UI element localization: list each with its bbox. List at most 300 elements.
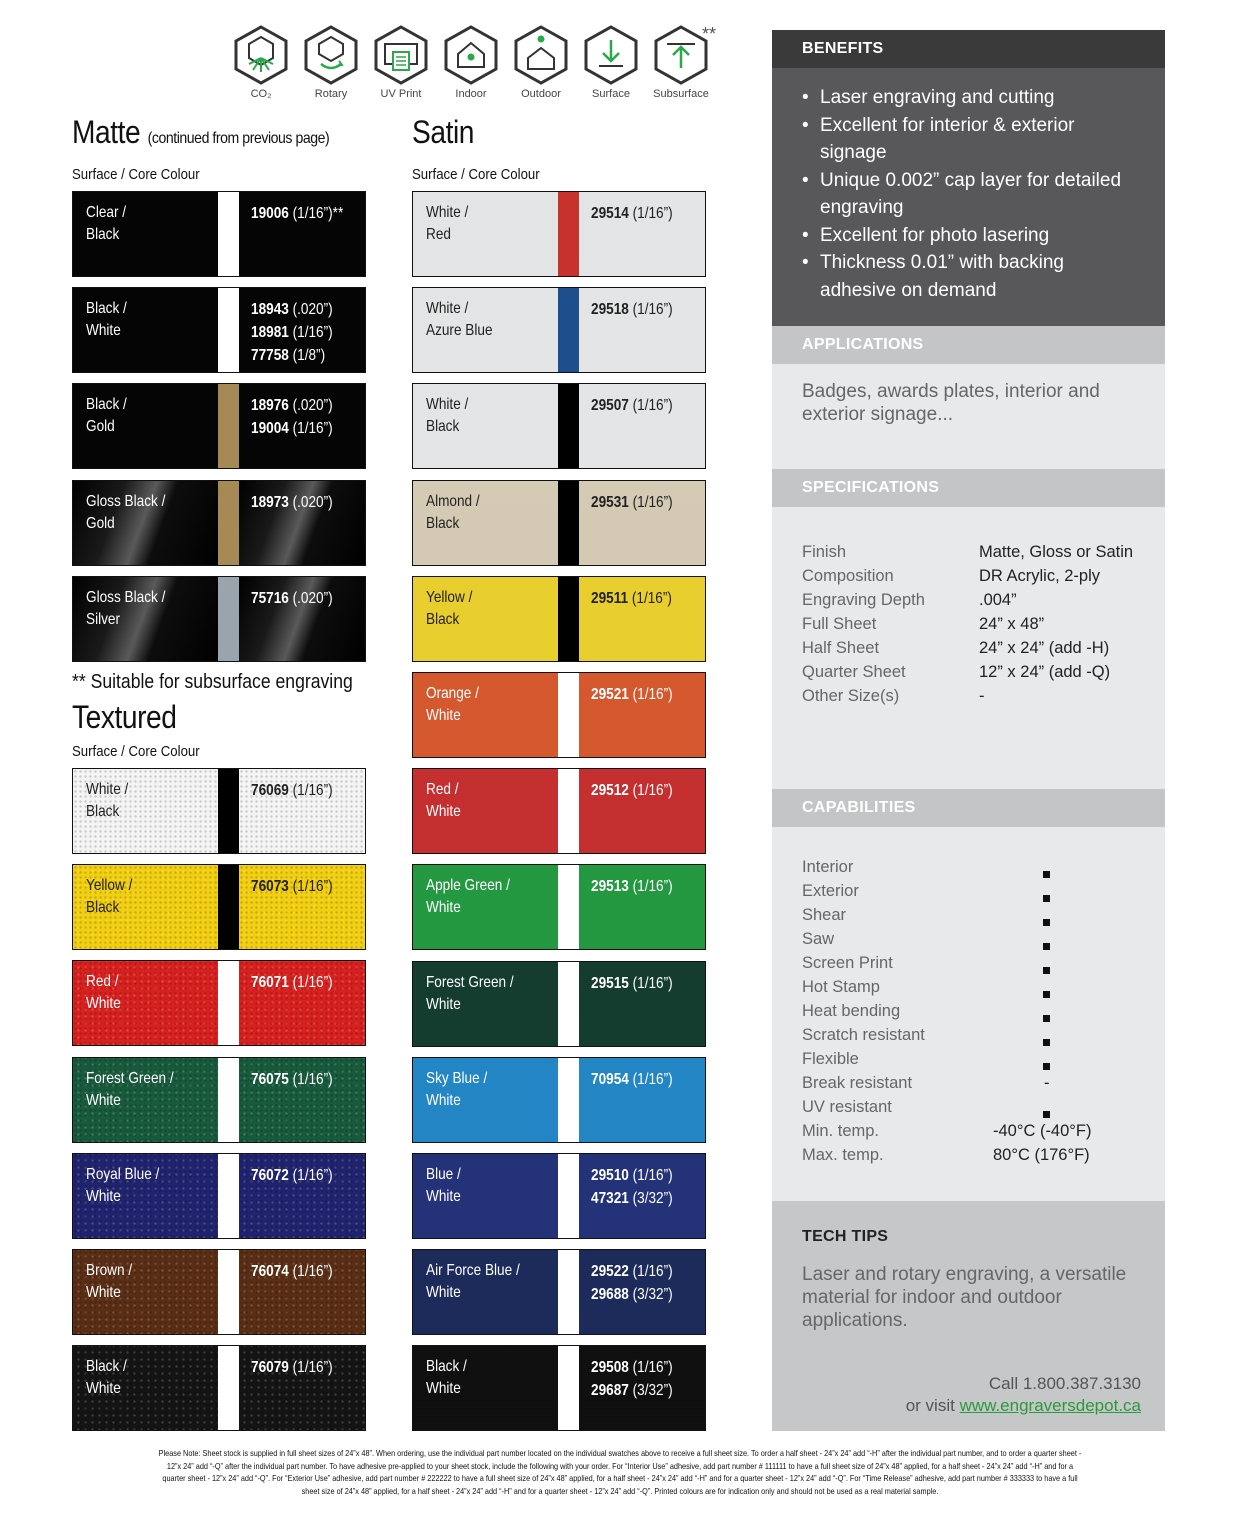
swatch-name: Blue / White <box>426 1166 461 1205</box>
swatch-part-numbers <box>591 298 673 321</box>
swatch-part-numbers <box>251 394 333 440</box>
swatch-surface <box>73 384 218 468</box>
swatch-card <box>412 1057 706 1143</box>
swatch-card <box>72 480 366 566</box>
benefits-section <box>772 30 1165 326</box>
swatch-name: Forest Green / White <box>426 973 514 1013</box>
part-number-size: (3/32”) <box>628 1286 673 1304</box>
swatch-surface <box>73 577 218 661</box>
spec-label: Composition <box>802 567 894 585</box>
swatch-surface <box>413 1058 558 1142</box>
swatch-part-numbers <box>591 491 673 514</box>
swatch-part-numbers <box>251 875 333 898</box>
swatch-core-strip <box>558 1250 579 1334</box>
part-number-code: 19004 <box>251 420 289 438</box>
swatch-card <box>412 768 706 854</box>
capability-value <box>1043 1008 1050 1027</box>
part-number-code: 18943 <box>251 301 289 319</box>
swatch-card <box>72 1249 366 1335</box>
swatch-core-strip <box>558 192 579 276</box>
swatch-surface <box>413 481 558 565</box>
part-number-size: (1/16”) <box>288 1070 333 1088</box>
website-link[interactable]: www.engraversdepot.ca <box>959 1396 1141 1415</box>
part-number-code: 29521 <box>591 686 629 703</box>
swatch-surface <box>73 961 218 1045</box>
subsurface-note: ** Suitable for subsurface engraving <box>72 671 353 693</box>
part-number <box>251 1068 333 1091</box>
swatch-core-strip <box>218 1250 239 1334</box>
swatch-core-strip <box>558 481 579 565</box>
capability-value: 80°C (176°F) <box>993 1146 1090 1164</box>
swatch-card <box>72 287 366 373</box>
part-number-code: 29511 <box>591 589 629 607</box>
part-number-code: 29518 <box>591 301 629 319</box>
swatch-core-strip <box>218 192 239 276</box>
part-number <box>591 1356 673 1379</box>
swatch-surface <box>239 288 365 372</box>
outdoor-icon <box>506 24 576 100</box>
part-number-code: 18981 <box>251 324 289 342</box>
icon-label: Surface <box>592 88 630 100</box>
swatch-card <box>72 864 366 950</box>
swatch-name: Black / White <box>426 1358 467 1398</box>
part-number-code: 76079 <box>251 1359 289 1377</box>
applications-title: APPLICATIONS <box>772 326 1165 364</box>
part-number-size: (1/16”) <box>288 974 333 992</box>
part-number-code: 29531 <box>591 493 629 511</box>
part-number-size: (1/16”) <box>628 686 673 703</box>
part-number-code: 29508 <box>591 1359 629 1377</box>
part-number-code: 18973 <box>251 493 289 511</box>
check-square-icon <box>1043 895 1050 902</box>
swatch-surface <box>579 1346 705 1430</box>
swatch-part-numbers <box>591 875 673 898</box>
swatch-part-numbers <box>251 1356 333 1379</box>
icon-label: Indoor <box>455 88 487 100</box>
swatch-surface <box>579 1154 705 1238</box>
part-number-size: (1/16”) <box>628 205 673 222</box>
swatch-surface <box>73 1250 218 1334</box>
icon-label: Outdoor <box>521 88 561 100</box>
part-number <box>251 875 333 898</box>
swatch-card <box>72 383 366 469</box>
capability-label: Saw <box>802 930 835 948</box>
capability-label: Exterior <box>802 882 859 900</box>
swatch-name: White / Black <box>426 396 469 436</box>
part-number <box>251 587 333 610</box>
swatch-name: Black / White <box>86 300 127 340</box>
swatch-surface <box>579 192 705 276</box>
swatch-surface <box>413 192 558 276</box>
tech-tips-text: Laser and rotary engraving, a versatile material for indoor and outdoor applications. <box>802 1264 1127 1331</box>
part-number-size: (1/16”) <box>288 1359 333 1377</box>
swatch-name: Red / White <box>426 781 461 821</box>
part-number-size: (1/16”) <box>288 1263 333 1280</box>
swatch-part-numbers <box>251 779 333 802</box>
swatch-surface <box>413 673 558 757</box>
spec-label: Finish <box>802 543 847 561</box>
swatch-core-strip <box>558 1058 579 1142</box>
part-number <box>251 1260 333 1283</box>
capability-label: Scratch resistant <box>802 1026 925 1044</box>
swatch-surface <box>73 288 218 372</box>
part-number-code: 76073 <box>251 878 289 896</box>
spec-label: Other Size(s) <box>802 687 900 705</box>
capability-value <box>1043 1056 1050 1075</box>
spec-value: - <box>979 687 985 705</box>
swatch-surface <box>579 1250 705 1334</box>
icon-label: Rotary <box>314 88 348 100</box>
swatch-part-numbers <box>591 972 673 995</box>
part-number-code: 29687 <box>591 1382 629 1400</box>
capability-label: Max. temp. <box>802 1146 884 1164</box>
part-number-code: 29513 <box>591 878 629 896</box>
swatch-name: Orange / White <box>426 685 479 724</box>
capability-value <box>1043 1104 1050 1123</box>
capability-label: Flexible <box>802 1050 859 1068</box>
part-number <box>591 1260 673 1283</box>
swatch-surface <box>239 1058 365 1142</box>
swatch-surface <box>73 865 218 949</box>
capability-value <box>1043 864 1050 883</box>
part-number-code: 29512 <box>591 782 629 800</box>
swatch-surface <box>413 577 558 661</box>
swatch-card <box>72 1345 366 1431</box>
swatch-surface <box>413 1250 558 1334</box>
swatch-card <box>72 576 366 662</box>
part-number <box>251 298 333 321</box>
visit-prefix: or visit <box>905 1396 960 1415</box>
swatch-surface <box>239 481 365 565</box>
swatch-core-strip <box>218 1346 239 1430</box>
swatch-card <box>72 960 366 1046</box>
co2-laser-icon <box>226 24 296 100</box>
swatch-part-numbers <box>251 1164 333 1187</box>
swatch-surface <box>239 577 365 661</box>
capability-label: Hot Stamp <box>802 978 880 996</box>
swatch-core-strip <box>218 481 239 565</box>
swatch-part-numbers <box>591 1260 673 1306</box>
part-number <box>591 1164 673 1187</box>
check-square-icon <box>1043 1015 1050 1022</box>
part-number <box>251 491 333 514</box>
satin-subtitle: Surface / Core Colour <box>412 166 540 183</box>
capability-value <box>1043 1032 1050 1051</box>
swatch-core-strip <box>218 1154 239 1238</box>
part-number-code: 77758 <box>251 347 289 365</box>
part-number-size: (1/16”) <box>628 589 672 607</box>
swatch-name: Gloss Black / Gold <box>86 492 166 532</box>
satin-title: Satin <box>412 114 474 150</box>
swatch-card <box>412 287 706 373</box>
check-square-icon <box>1043 1063 1050 1070</box>
part-number-size: (3/32”) <box>628 1190 673 1207</box>
part-number-size: (.020”) <box>288 493 333 511</box>
capability-value: - <box>1044 1074 1050 1092</box>
swatch-surface <box>579 481 705 565</box>
part-number <box>251 202 343 225</box>
swatch-core-strip <box>558 865 579 949</box>
part-number-size: (1/16”) <box>288 324 333 342</box>
swatch-name: Brown / White <box>86 1262 133 1301</box>
swatch-surface <box>239 192 365 276</box>
capability-label: Screen Print <box>802 954 893 972</box>
part-number-size: (1/16”) <box>628 878 673 896</box>
part-number <box>251 344 333 367</box>
benefits-title: BENEFITS <box>772 30 1165 68</box>
swatch-card <box>412 1345 706 1431</box>
swatch-surface <box>413 962 558 1046</box>
part-number-code: 47321 <box>591 1190 629 1207</box>
benefit-item: • Thickness 0.01” with backing adhesive on demand <box>802 249 1145 304</box>
part-number <box>591 394 673 417</box>
part-number-size: (3/32”) <box>628 1382 673 1400</box>
swatch-surface <box>413 865 558 949</box>
capability-value <box>1043 888 1050 907</box>
part-number <box>591 491 673 514</box>
part-number-size: (1/16”) <box>628 782 673 800</box>
swatch-part-numbers <box>591 779 673 802</box>
check-square-icon <box>1043 1039 1050 1046</box>
swatch-part-numbers <box>251 587 333 610</box>
spec-value: 12” x 24” (add -Q) <box>979 663 1111 681</box>
part-number-code: 29522 <box>591 1263 629 1281</box>
swatch-surface <box>73 1154 218 1238</box>
part-number <box>251 417 333 440</box>
part-number-size: (1/8”) <box>288 347 326 365</box>
benefit-item: • Excellent for interior & exterior signage <box>802 112 1145 167</box>
swatch-core-strip <box>218 865 239 949</box>
benefit-item: • Unique 0.002” cap layer for detailed engraving <box>802 167 1145 222</box>
part-number <box>591 875 673 898</box>
call-text: Call 1.800.387.3130 <box>988 1374 1141 1393</box>
icon-label: CO₂ <box>250 88 272 100</box>
part-number-size: (1/16”) <box>288 420 333 438</box>
part-number <box>591 587 672 610</box>
part-number-code: 29514 <box>591 205 629 222</box>
swatch-name: White / Azure Blue <box>426 300 493 340</box>
spec-label: Engraving Depth <box>802 591 925 609</box>
swatch-card <box>412 1153 706 1239</box>
swatch-surface <box>413 288 558 372</box>
swatch-card <box>412 1249 706 1335</box>
capability-value: -40°C (-40°F) <box>993 1122 1092 1140</box>
applications-text: Badges, awards plates, interior and exterior signage... <box>802 381 1100 425</box>
spec-value: Matte, Gloss or Satin <box>979 543 1134 561</box>
part-number <box>251 321 333 344</box>
swatch-core-strip <box>218 384 239 468</box>
benefits-list <box>772 68 1165 326</box>
swatch-part-numbers <box>591 202 673 225</box>
swatch-surface <box>579 865 705 949</box>
swatch-part-numbers <box>251 1068 333 1091</box>
icon-label: Subsurface <box>653 88 709 100</box>
part-number <box>591 779 673 802</box>
spec-label: Quarter Sheet <box>802 663 906 681</box>
part-number-code: 18976 <box>251 397 289 415</box>
indoor-icon <box>436 24 506 100</box>
swatch-core-strip <box>558 1154 579 1238</box>
swatch-name: Apple Green / White <box>426 877 510 917</box>
swatch-card <box>412 961 706 1047</box>
check-square-icon <box>1043 871 1050 878</box>
matte-title-note: (continued from previous page) <box>147 130 330 147</box>
swatch-card <box>412 672 706 758</box>
uv-print-icon <box>366 24 436 100</box>
part-number <box>251 1356 333 1379</box>
swatch-surface <box>413 1154 558 1238</box>
part-number <box>591 1283 673 1306</box>
part-number-size: (.020”) <box>288 301 333 319</box>
capabilities-section <box>772 789 1165 1201</box>
swatch-surface <box>239 1250 365 1334</box>
swatch-card <box>72 1057 366 1143</box>
swatch-part-numbers <box>591 683 673 706</box>
capabilities-table <box>772 827 1165 1201</box>
swatch-name: Yellow / Black <box>426 588 473 628</box>
swatch-surface <box>579 962 705 1046</box>
part-number-size: (1/16”) <box>628 301 673 319</box>
swatch-card <box>412 191 706 277</box>
part-number <box>251 779 333 802</box>
part-number <box>591 1379 673 1402</box>
swatch-surface <box>239 865 365 949</box>
swatch-name: Black / Gold <box>86 396 127 436</box>
swatch-part-numbers <box>591 394 673 417</box>
rotary-icon <box>296 24 366 100</box>
swatch-part-numbers <box>251 298 333 367</box>
swatch-name: Sky Blue / White <box>426 1069 488 1109</box>
swatch-part-numbers <box>591 1164 673 1210</box>
part-number <box>591 202 673 225</box>
part-number <box>251 971 333 994</box>
capability-label: Interior <box>802 858 854 876</box>
swatch-surface <box>413 769 558 853</box>
part-number-code: 75716 <box>251 589 289 607</box>
part-number-size: (.020”) <box>288 589 333 607</box>
part-number-size: (1/16”) <box>288 1166 333 1184</box>
check-square-icon <box>1043 991 1050 998</box>
swatch-name: Black / White <box>86 1358 127 1398</box>
check-square-icon <box>1043 943 1050 950</box>
part-number-code: 76072 <box>251 1166 289 1184</box>
matte-subtitle: Surface / Core Colour <box>72 166 200 183</box>
part-number-code: 29688 <box>591 1286 629 1304</box>
swatch-surface <box>239 384 365 468</box>
swatch-name: Clear / Black <box>86 204 127 243</box>
swatch-core-strip <box>558 577 579 661</box>
capability-label: Min. temp. <box>802 1122 880 1140</box>
swatch-core-strip <box>558 769 579 853</box>
swatch-core-strip <box>218 961 239 1045</box>
part-number <box>591 1187 673 1210</box>
swatch-name: Forest Green / White <box>86 1069 174 1109</box>
swatch-surface <box>579 577 705 661</box>
swatch-card <box>412 864 706 950</box>
textured-subtitle: Surface / Core Colour <box>72 743 200 760</box>
swatch-part-numbers <box>251 491 333 514</box>
part-number-code: 76071 <box>251 974 289 992</box>
visit-line <box>906 1396 1141 1416</box>
swatch-name: White / Black <box>86 781 129 820</box>
swatch-surface <box>239 1346 365 1430</box>
swatch-part-numbers <box>591 587 672 610</box>
swatch-name: Yellow / Black <box>86 877 133 917</box>
capability-value <box>1043 936 1050 955</box>
swatch-part-numbers <box>251 971 333 994</box>
part-number-size: (1/16”)** <box>288 205 344 222</box>
swatch-surface <box>579 1058 705 1142</box>
swatch-card <box>72 191 366 277</box>
part-number-code: 29510 <box>591 1167 629 1184</box>
swatch-core-strip <box>558 288 579 372</box>
specifications-title: SPECIFICATIONS <box>772 469 1165 507</box>
specifications-section <box>772 469 1165 789</box>
capabilities-title: CAPABILITIES <box>772 789 1165 827</box>
benefit-item: • Excellent for photo lasering <box>802 222 1145 250</box>
swatch-name: Almond / Black <box>426 492 480 532</box>
swatch-part-numbers <box>591 1068 673 1091</box>
swatch-core-strip <box>218 288 239 372</box>
swatch-card <box>412 383 706 469</box>
spec-value: .004” <box>979 591 1017 609</box>
part-number <box>251 1164 333 1187</box>
footer-note: Please Note: Sheet stock is supplied in full sheet sizes of 24”x 48”. When ordering, use the individual part number located on the individual swatches above to receive a full sheet size. To order a half sheet - 24”x 24” add “-H” after the individual part number, and to order a quarter sheet - 12”x 24” add “-Q” after the individual part number. To have adhesive pre-applied to your sheet stock, include the following with your order. For “Interior Use” adhesive, add part number # 111111 to have a full sheet size of 24”x 48” applied, for a half sheet - 24”x 24” add “-H” and for a quarter sheet - 12”x 24” add “-Q”. For “Exterior Use” adhesive, add part number # 222222 to have a full sheet size of 24”x 48” applied, for a half sheet - 24”x 24” add “-H” and for a quarter sheet - 12”x 24” add “-Q”. For “Time Release” adhesive, add part number # 333333 to have a full sheet size of 24”x 48” applied, for a half sheet - 24”x 24” add “-H” and for a quarter sheet - 12”x 24” add “-Q”. Printed colours are for indication only and should not be used as a real material sample. <box>158 1448 1082 1496</box>
swatch-surface <box>239 961 365 1045</box>
part-number-code: 29507 <box>591 397 629 415</box>
swatch-core-strip <box>558 673 579 757</box>
swatch-surface <box>579 769 705 853</box>
spec-value: DR Acrylic, 2-ply <box>979 567 1101 585</box>
swatch-core-strip <box>558 962 579 1046</box>
spec-value: 24” x 48” <box>979 615 1045 633</box>
swatch-surface <box>73 1058 218 1142</box>
matte-heading <box>72 114 329 151</box>
part-number-code: 76069 <box>251 782 289 799</box>
tech-tips-title: TECH TIPS <box>802 1228 889 1245</box>
matte-title: Matte <box>72 114 141 150</box>
swatch-part-numbers <box>591 1356 673 1402</box>
swatch-surface <box>413 384 558 468</box>
swatch-card <box>72 1153 366 1239</box>
part-number-size: (1/16”) <box>628 493 673 511</box>
applications-section <box>772 326 1165 469</box>
swatch-card <box>412 576 706 662</box>
part-number-size: (1/16”) <box>628 1359 673 1377</box>
part-number-size: (1/16”) <box>288 782 333 799</box>
part-number <box>251 394 333 417</box>
capability-value <box>1043 960 1050 979</box>
part-number-size: (1/16”) <box>628 1167 673 1184</box>
part-number <box>591 972 673 995</box>
spec-label: Half Sheet <box>802 639 880 657</box>
part-number <box>591 683 673 706</box>
capability-value <box>1043 912 1050 931</box>
swatch-surface <box>579 673 705 757</box>
specifications-table <box>772 507 1165 789</box>
swatch-surface <box>73 481 218 565</box>
part-number-code: 76074 <box>251 1263 289 1280</box>
swatch-core-strip <box>218 1058 239 1142</box>
swatch-part-numbers <box>251 202 343 225</box>
capability-label: UV resistant <box>802 1098 892 1116</box>
part-number-code: 19006 <box>251 205 289 222</box>
swatch-part-numbers <box>251 1260 333 1283</box>
capability-label: Heat bending <box>802 1002 901 1020</box>
part-number-code: 29515 <box>591 974 629 992</box>
spec-label: Full Sheet <box>802 615 877 633</box>
capability-label: Break resistant <box>802 1074 913 1092</box>
